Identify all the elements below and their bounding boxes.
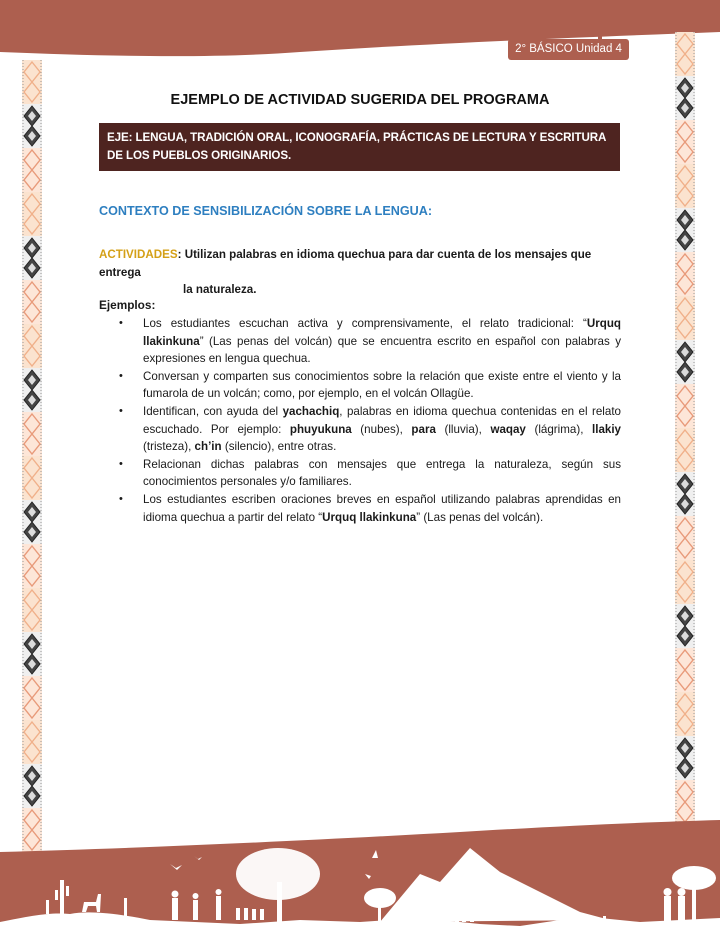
example-bullet-item [99,315,621,368]
bullet-dot-icon: • [119,404,123,417]
bullet-text: (lluvia), [435,422,491,436]
section-title: CONTEXTO DE SENSIBILIZACIÓN SOBRE LA LENGUA: [99,204,433,218]
quechua-term: Urquq llakinkuna [322,510,417,524]
bullet-text: (lágrima), [525,422,592,436]
bullet-text: (tristeza), [143,440,195,454]
bullet-text: (nubes), [351,422,412,436]
examples-label: Ejemplos: [99,298,156,312]
example-bullet-item [99,491,621,526]
bullet-text: Identifican, con ayuda del [143,404,283,418]
quechua-term: para [411,422,436,436]
bullet-dot-icon: • [119,457,123,470]
bullet-text: , palabras en idioma quechua contenidas en el relato escuchado. Por ejemplo: [143,404,621,436]
quechua-term: ch’in [194,440,222,454]
example-bullet-item [99,403,621,456]
right-textile-border [675,32,695,830]
activities-colon: : [177,248,182,261]
quechua-term: yachachiq [282,404,340,418]
bullet-text: ” (Las penas del volcán). [416,510,544,524]
page-title: EJEMPLO DE ACTIVIDAD SUGERIDA DEL PROGRAMA [170,92,550,108]
activities-text-line2: la naturaleza. [183,283,257,296]
bullet-text: ” (Las penas del volcán) que se encuentra escrito en español con palabras y expresiones en lengua quechua. [143,334,621,366]
bullet-dot-icon: • [119,369,123,382]
bullet-text: (silencio), entre otras. [221,440,337,454]
quechua-term: llakiy [592,422,622,436]
activities-label: ACTIVIDADES [99,248,178,261]
bullet-dot-icon: • [119,492,123,505]
example-bullet-item [99,368,621,403]
bullet-text: Conversan y comparten sus conocimientos sobre la relación que existe entre el viento y la fumarola de un volcán; como, por ejemplo, en el volcán Ollagüe. [143,369,621,401]
quechua-term: phuyukuna [289,422,352,436]
examples-list [99,315,621,526]
bullet-text: Los estudiantes escuchan activa y comprensivamente, el relato tradicional: “ [143,317,587,330]
bullet-dot-icon: • [119,317,123,329]
quechua-term: Urquq llakinkuna [143,317,621,348]
grade-unit-badge: 2° BÁSICO Unidad 4 [508,39,629,60]
bullet-text: Los estudiantes escriben oraciones breves en español utilizando palabras aprendidas en idioma quechua a partir del relato “ [143,492,621,524]
left-textile-border [22,60,42,852]
activities-paragraph [99,246,621,299]
bullet-text: Relacionan dichas palabras con mensajes que entrega la naturaleza, según sus conocimientos personales y/o familiares. [143,457,621,489]
example-bullet-item [99,456,621,491]
quechua-term: waqay [490,422,526,436]
eje-banner: EJE: LENGUA, TRADICIÓN ORAL, ICONOGRAFÍA, PRÁCTICAS DE LECTURA Y ESCRITURA DE LOS PUEBLOS ORIGINARIOS. [99,123,620,171]
bottom-landscape-banner [0,812,720,932]
activities-text-line1: Utilizan palabras en idioma quechua para dar cuenta de los mensajes que entrega [99,248,592,279]
